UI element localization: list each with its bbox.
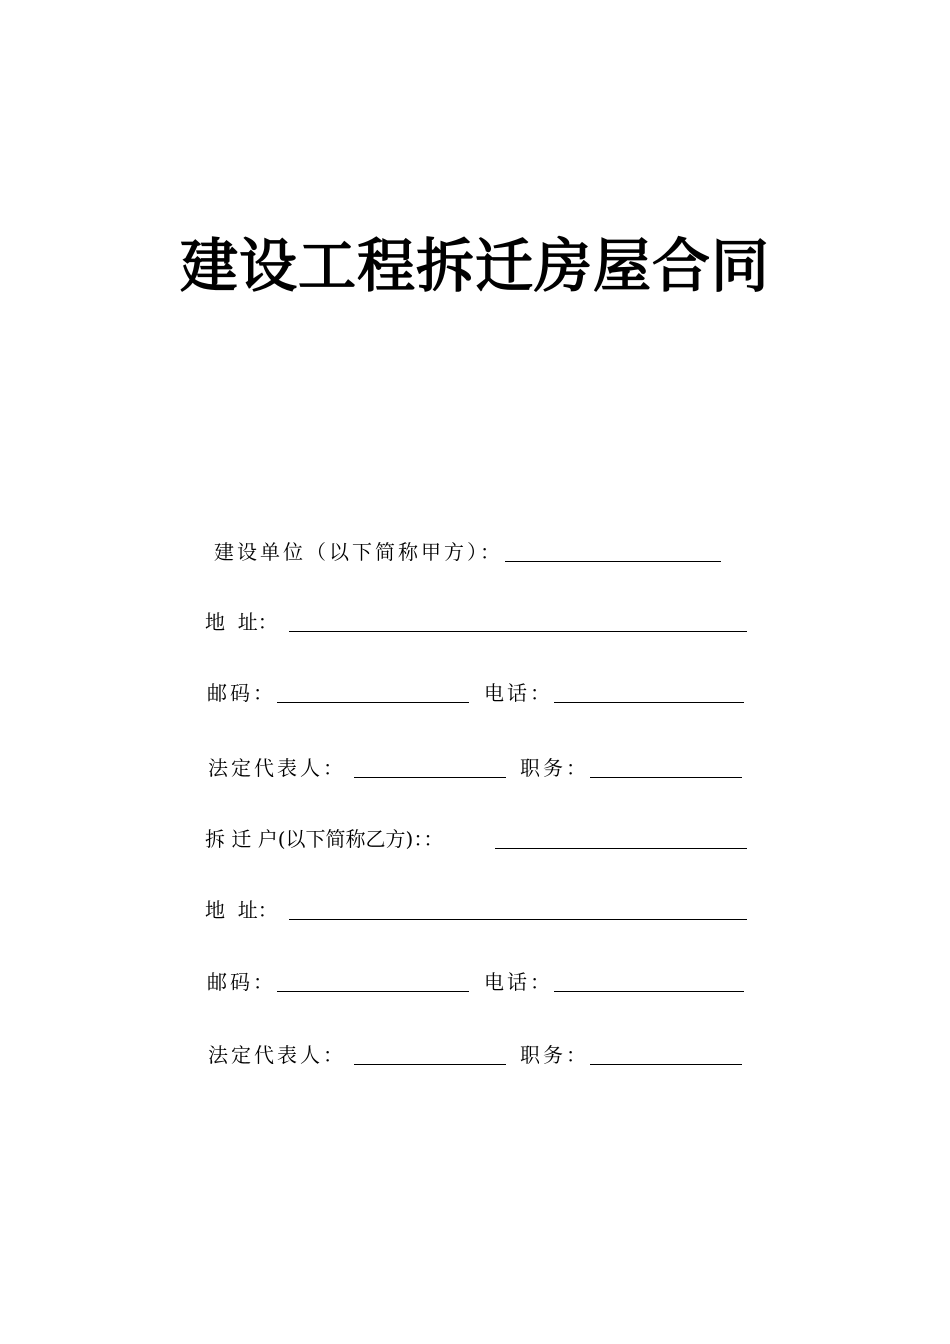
party-a-rep-blank[interactable]: [354, 757, 506, 778]
party-b-phone-blank[interactable]: [554, 971, 744, 992]
party-a-phone-label: 电话：: [484, 681, 553, 705]
party-b-position-blank[interactable]: [590, 1044, 742, 1065]
party-b-postcode-phone-row: [207, 965, 744, 995]
party-b-address-blank[interactable]: [289, 899, 747, 920]
party-a-address-blank[interactable]: [289, 611, 747, 632]
party-b-position-label: 职务：: [520, 1043, 589, 1067]
party-a-address-label: 地 址：: [205, 610, 278, 634]
party-b-phone-label: 电话：: [484, 970, 553, 994]
party-b-unit-blank[interactable]: [495, 828, 747, 849]
party-a-position-blank[interactable]: [590, 757, 742, 778]
party-b-unit-row: [205, 822, 747, 852]
party-a-unit-label: 建设单位（以下简称甲方）：: [214, 540, 503, 564]
party-a-postcode-label: 邮码：: [207, 681, 276, 705]
party-a-address-row: [205, 605, 747, 635]
party-a-phone-blank[interactable]: [554, 682, 744, 703]
party-a-rep-row: [208, 751, 742, 781]
party-b-unit-label: 拆 迁 户(以下简称乙方)：：: [205, 827, 444, 851]
party-a-unit-row: [214, 535, 721, 565]
party-b-address-row: [205, 893, 747, 923]
party-a-position-label: 职务：: [520, 756, 589, 780]
party-b-rep-label: 法定代表人：: [208, 1043, 346, 1067]
party-a-postcode-phone-row: [207, 676, 744, 706]
party-b-rep-blank[interactable]: [354, 1044, 506, 1065]
party-a-rep-label: 法定代表人：: [208, 756, 346, 780]
party-a-postcode-blank[interactable]: [277, 682, 469, 703]
party-b-rep-row: [208, 1038, 742, 1068]
party-a-unit-blank[interactable]: [505, 541, 721, 562]
page-title: 建设工程拆迁房屋合同: [179, 232, 770, 300]
party-b-postcode-blank[interactable]: [277, 971, 469, 992]
party-b-postcode-label: 邮码：: [207, 970, 276, 994]
party-b-address-label: 地 址：: [205, 898, 278, 922]
